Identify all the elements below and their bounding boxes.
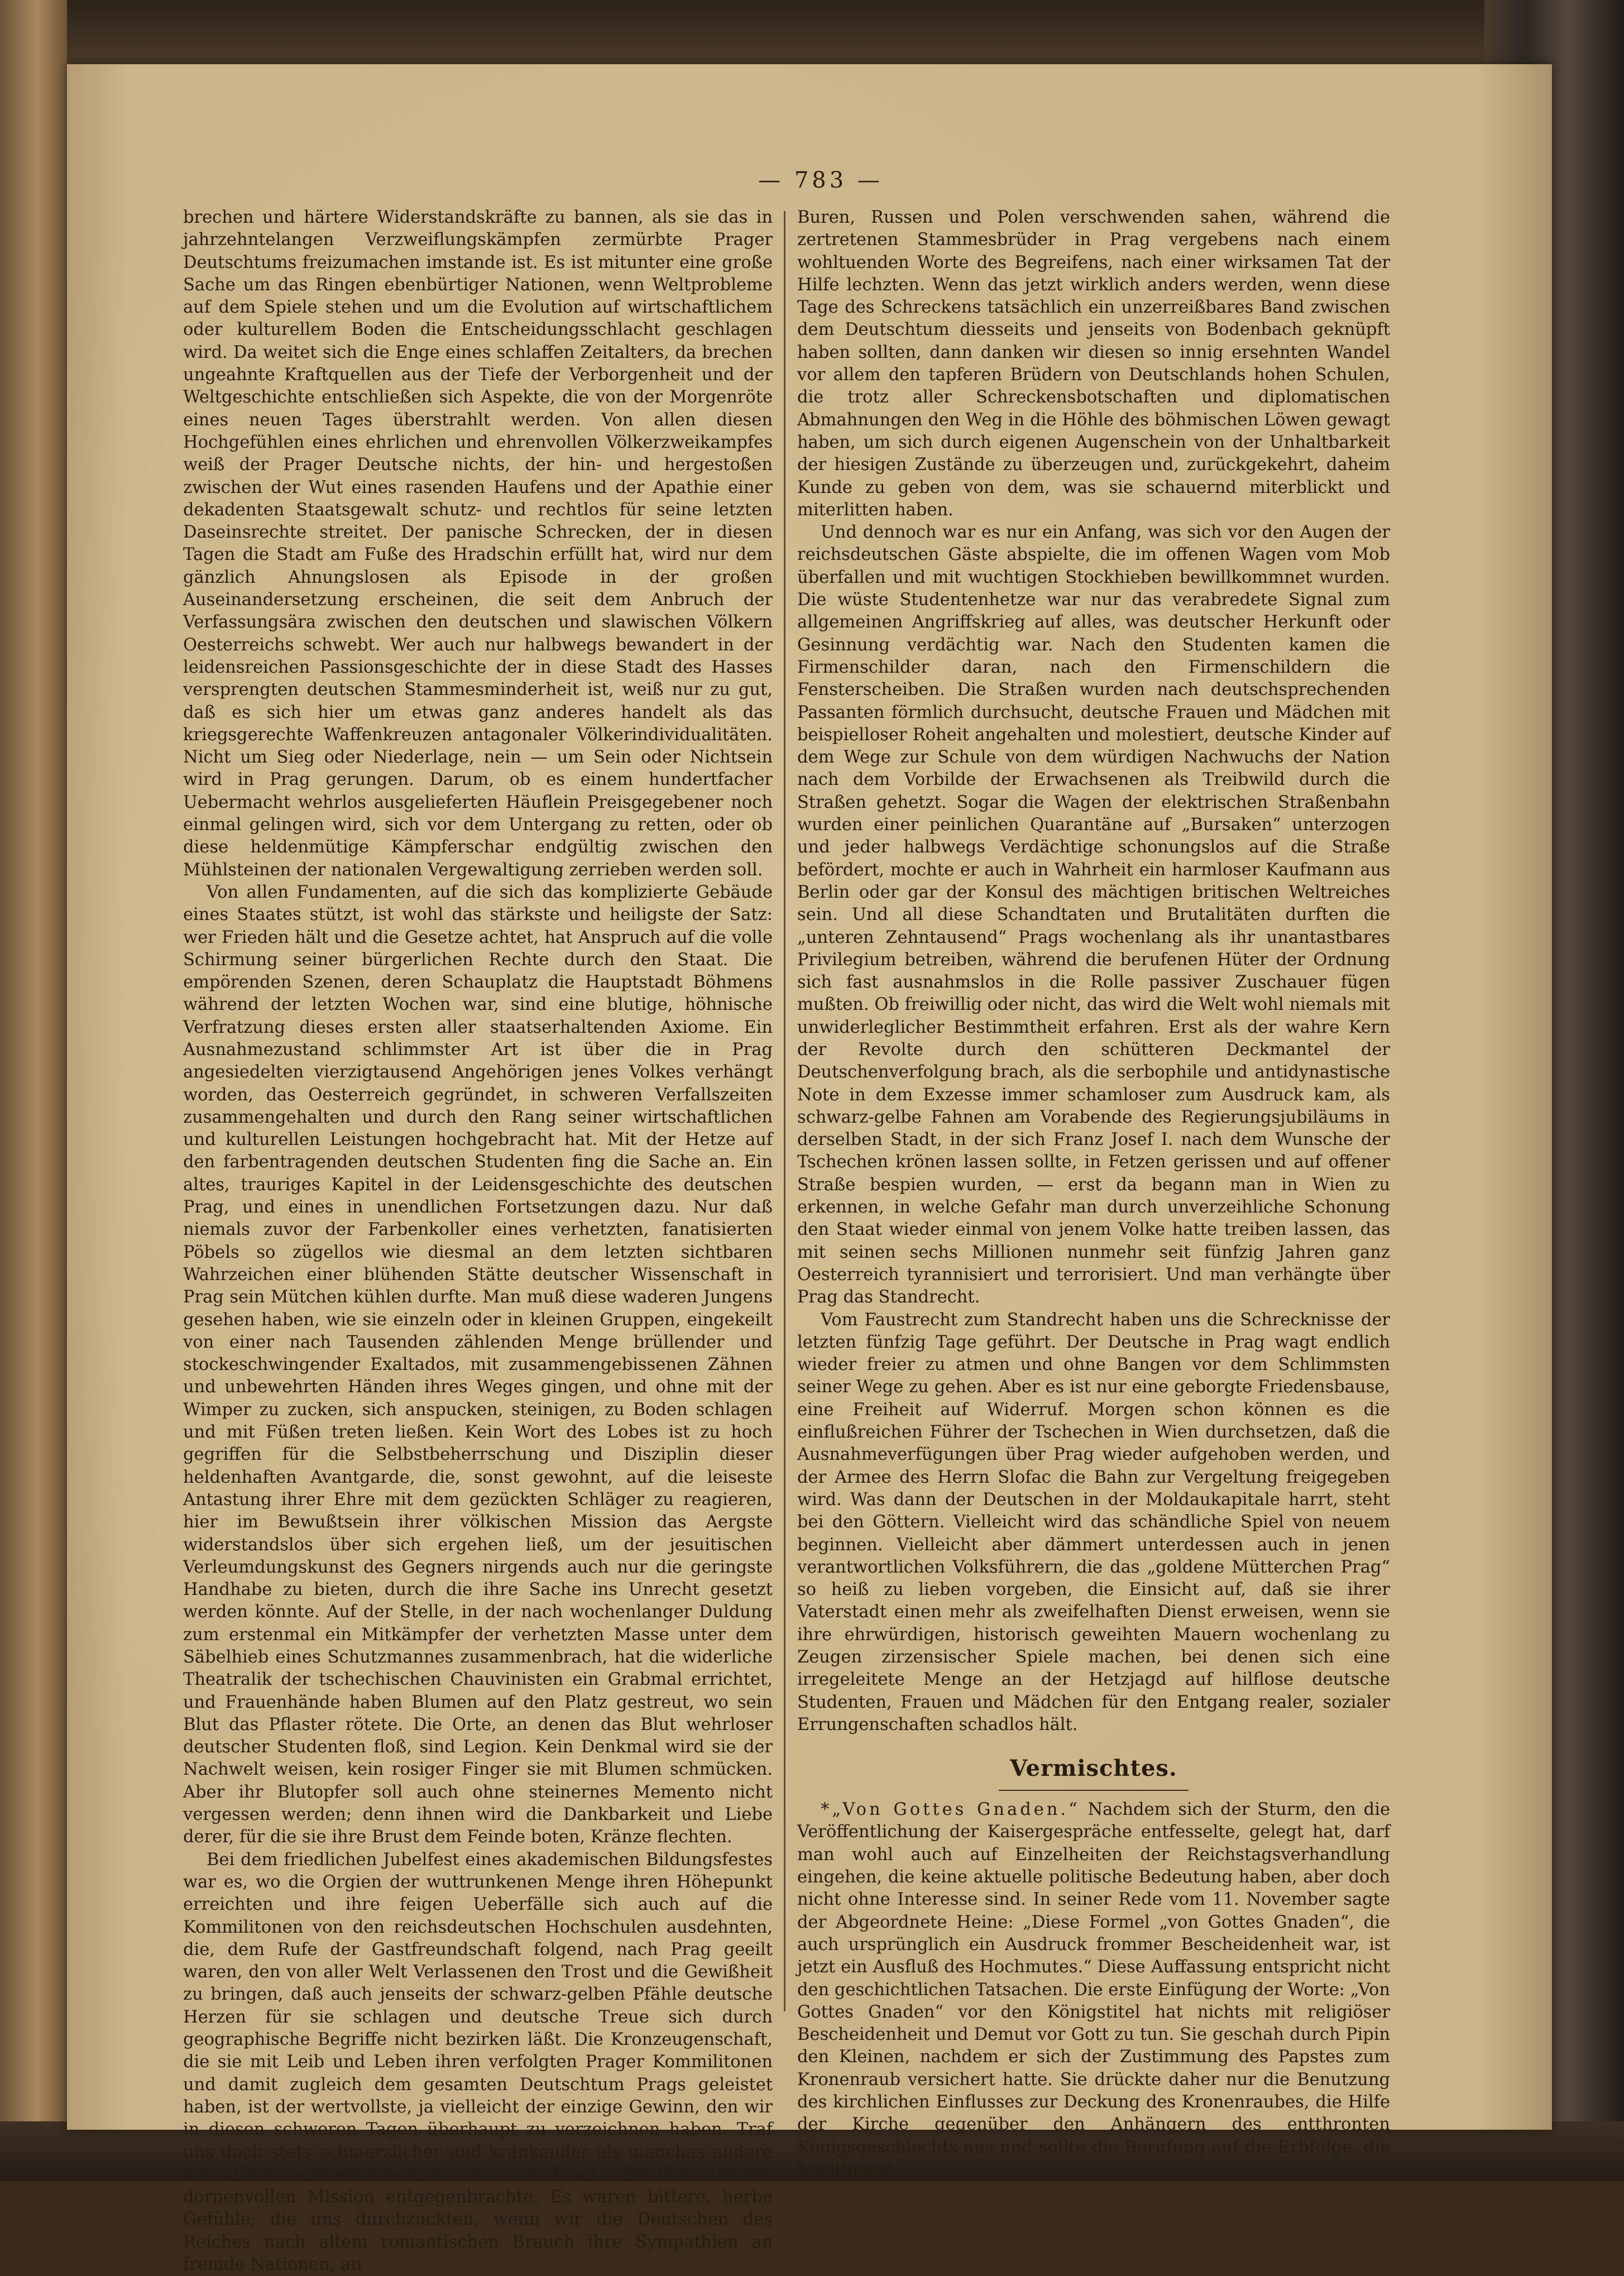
column-divider	[784, 211, 785, 2011]
article-body: Nachdem sich der Sturm, den die Veröffentlichung der Kaisergespräche entfesselte, gelegt hat, darf man wohl auch auf Einzelheiten der Reichstagsverhandlung eingehen, die keine aktuelle politische Bedeutung haben, aber doch nicht ohne Interesse sind. In seiner Rede vom 11. November sagte der Abgeordnete Heine: „Diese Formel „von Gottes Gnaden“, die auch ursprünglich ein Ausdruck frommer Bescheidenheit war, ist jetzt ein Ausfluß des Hochmutes.“ Diese Auffassung entspricht nicht den geschichtlichen Tatsachen. Die erste Einfügung der Worte: „Von Gottes Gnaden“ vor den Königstitel hat nichts mit religiöser Bescheidenheit und Demut vor Gott zu tun. Sie geschah durch Pipin den Kleinen, nachdem er sich der Zustimmung des Papstes zum Kronenraub versichert hatte. Sie drückte daher nur die Benutzung des kirchlichen Einflusses zur Deckung des Kronenraubes, die Hilfe der Kirche gegenüber den Anhängern des entthronten Königsgeschlechts aus und sollte die Berufung auf die Erbfolge, die Legitimität,	[797, 1800, 1390, 2179]
paragraph: Von allen Fundamenten, auf die sich das komplizierte Gebäude eines Staates stützt, ist wohl das stärkste und heiligste der Satz: wer Frieden hält und die Gesetze achtet, hat Anspruch auf die volle Schirmung seiner bürgerlichen Rechte durch den Staat. Die empörenden Szenen, deren Schauplatz die Hauptstadt Böhmens während der letzten Wochen war, sind eine blutige, höhnische Verfratzung dieses ersten aller staatserhaltenden Axiome. Ein Ausnahmezustand schlimmster Art ist über die in Prag angesiedelten vierzigtausend Angehörigen jenes Volkes verhängt worden, das Oesterreich gegründet, in schweren Verfallszeiten zusammengehalten und durch den Rang seiner wirtschaftlichen und kulturellen Leistungen hochgebracht hat. Mit der Hetze auf den farbentragenden deutschen Studenten fing die Sache an. Ein altes, trauriges Kapitel in der Leidensgeschichte des deutschen Prag, und eines in unendlichen Fortsetzungen dazu. Nur daß niemals zuvor der Farbenkoller eines verhetzten, fanatisierten Pöbels so zügellos wie diesmal an dem letzten sichtbaren Wahrzeichen einer blühenden Stätte deutscher Wissenschaft in Prag sein Mütchen kühlen durfte. Man muß diese waderen Jungens gesehen haben, wie sie einzeln oder in kleinen Gruppen, eingekeilt von einer nach Tausenden zählenden Menge brüllender und stockeschwingender Exaltados, mit zusammengebissenen Zähnen und unbewehrten Händen ihres Weges gingen, und ohne mit der Wimper zu zucken, sich anspucken, steinigen, zu Boden schlagen und mit Füßen treten ließen. Kein Wort des Lobes ist zu hoch gegriffen für die Selbstbeherrschung und Disziplin dieser heldenhaften Avantgarde, die, sonst gewohnt, auf die leiseste Antastung ihrer Ehre mit dem gezückten Schläger zu reagieren, hier im Bewußtsein ihrer völkischen Mission das Aergste widerstandslos über sich ergehen ließ, um der jesuitischen Verleumdungskunst des Gegners nirgends auch nur die geringste Handhabe zu bieten, durch die ihre Sache ins Unrecht gesetzt werden könnte. Auf der Stelle, in der nach wochenlanger Duldung zum erstenmal ein Mitkämpfer der verhetzten Masse unter dem Säbelhieb eines Schutzmannes zusammenbrach, hat die widerliche Theatralik der tschechischen Chauvinisten ein Grabmal errichtet, und Frauenhände haben Blumen auf den Platz gestreut, wo sein Blut das Pflaster rötete. Die Orte, an denen das Blut wehrloser deutscher Studenten floß, sind Legion. Kein Denkmal wird sie der Nachwelt weisen, kein rosiger Finger sie mit Blumen schmücken. Aber ihr Blutopfer soll auch ohne steinernes Memento nicht vergessen werden; denn ihnen wird die Dankbarkeit und Liebe derer, für die sie ihre Brust dem Feinde boten, Kränze flechten.	[183, 882, 773, 1847]
paragraph: Bei dem friedlichen Jubelfest eines akademischen Bildungsfestes war es, wo die Orgien der wuttrunkenen Menge ihren Höhepunkt erreichten und ihre feigen Ueberfälle sich auch auf die Kommilitonen von den reichsdeutschen Hochschulen ausdehnten, die, dem Rufe der Gastfreundschaft folgend, nach Prag geeilt waren, den von aller Welt Verlassenen den Trost und die Gewißheit zu bringen, daß auch jenseits der schwarz-gelben Pfähle deutsche Herzen für sie schlagen und deutsche Treue sich durch geographische Begriffe nicht bezirken läßt. Die Kronzeugenschaft, die sie mit Leib und Leben ihren verfolgten Prager Kommilitonen und damit zugleich dem gesamten Deutschtum Prags geleistet haben, ist der wertvollste, ja vielleicht der einzige Gewinn, den wir in diesen schweren Tagen überhaupt zu verzeichnen haben. Traf uns doch stets schmerzlicher und kränkender als manches andere das kühle Nichtverstehen, das man im Reiche draußen unserer dornenvollen Mission entgegenbrachte. Es waren bittere, herbe Gefühle, die uns durchzuckten, wenn wir die Deutschen des Reiches nach altem romantischen Brauch ihre Sympathien an fremde Nationen, an	[183, 1849, 773, 2275]
right-column	[797, 207, 1390, 2179]
paragraph: Vom Faustrecht zum Standrecht haben uns die Schrecknisse der letzten fünfzig Tage geführt. Der Deutsche in Prag wagt endlich wieder freier zu atmen und ohne Bangen vor dem Schlimmsten seiner Wege zu gehen. Aber es ist nur eine geborgte Friedensbause, eine Freiheit auf Widerruf. Morgen schon können es die einflußreichen Führer der Tschechen in Wien durchsetzen, daß die Ausnahmeverfügungen über Prag wieder aufgehoben werden, und der Armee des Herrn Slofac die Bahn zur Vergeltung freigegeben wird. Was dann der Deutschen in der Moldaukapitale harrt, steht bei den Göttern. Vielleicht wird das schändliche Spiel von neuem beginnen. Vielleicht aber dämmert unterdessen auch in jenen verantwortlichen Volksführern, die das „goldene Mütterchen Prag“ so heiß zu lieben vorgeben, die Einsicht auf, daß sie ihrer Vaterstadt einen mehr als zweifelhaften Dienst erweisen, wenn sie ihre ehrwürdigen, historisch geweihten Mauern wochenlang zu Zeugen zirzensischer Spiele machen, bei denen sich eine irregeleitete Menge an der Hetzjagd auf hilflose deutsche Studenten, Frauen und Mädchen für den Entgang realer, sozialer Errungenschaften schadlos hält.	[797, 1310, 1390, 1734]
article-lead: *„Von Gottes Gnaden.“	[821, 1800, 1080, 1820]
book-binding-left	[0, 0, 67, 2181]
article-paragraph	[797, 1799, 1390, 2181]
paragraph: brechen und härtere Widerstandskräfte zu bannen, als sie das in jahrzehntelangen Verzweiflungskämpfen zermürbte Prager Deutschtums freizumachen imstande ist. Es ist mitunter eine große Sache um das Ringen ebenbürtiger Nationen, wenn Weltprobleme auf dem Spiele stehen und um die Evolution auf wirtschaftlichem oder kulturellem Boden die Entscheidungsschlacht geschlagen wird. Da weitet sich die Enge eines schlaffen Zeitalters, da brechen ungeahnte Kraftquellen aus der Tiefe der Verborgenheit und der Weltgeschichte entschließen sich Aspekte, die von der Morgenröte eines neuen Tages überstrahlt werden. Von allen diesen Hochgefühlen eines ehrlichen und ehrenvollen Völkerzweikampfes weiß der Prager Deutsche nichts, der hin- und hergestoßen zwischen der Wut eines rasenden Haufens und der Apathie einer dekadenten Staatsgewalt schutz- und rechtlos für seine letzten Daseinsrechte streitet. Der panische Schrecken, der in diesen Tagen die Stadt am Fuße des Hradschin erfüllt hat, wird nur dem gänzlich Ahnungslosen als Episode in der großen Auseinandersetzung erscheinen, die seit dem Anbruch der Verfassungsära zwischen den deutschen und slawischen Völkern Oesterreichs schwebt. Wer auch nur halbwegs bewandert in der leidensreichen Passionsgeschichte der in diese Stadt des Hasses versprengten deutschen Stammesminderheit ist, weiß nur zu gut, daß es sich hier um etwas ganz anderes handelt als das kriegsgerechte Waffenkreuzen antagonaler Völkerindividualitäten. Nicht um Sieg oder Niederlage, nein — um Sein oder Nichtsein wird in Prag gerungen. Darum, ob es einem hundertfacher Uebermacht wehrlos ausgelieferten Häuflein Preisgegebener noch einmal gelingen wird, sich vor dem Untergang zu retten, oder ob diese heldenmütige Kämpferschar endgültig zwischen den Mühlsteinen der nationalen Vergewaltigung zerrieben werden soll.	[183, 208, 773, 880]
page-number: — 783 —	[758, 167, 883, 193]
book-binding-top	[0, 0, 1624, 67]
paragraph: Und dennoch war es nur ein Anfang, was sich vor den Augen der reichsdeutschen Gäste abspielte, die im offenen Wagen vom Mob überfallen und mit wuchtigen Stockhieben bewillkommnet wurden. Die wüste Studentenhetze war nur das verabredete Signal zum allgemeinen Angriffskrieg auf alles, was deutscher Herkunft oder Gesinnung verdächtig war. Nach den Studenten kamen die Firmenschilder daran, nach den Firmenschildern die Fensterscheiben. Die Straßen wurden nach deutschsprechenden Passanten förmlich durchsucht, deutsche Frauen und Mädchen mit beispielloser Roheit angehalten und molestiert, deutsche Kinder auf dem Wege zur Schule von dem würdigen Nachwuchs der Nation nach dem Vorbilde der Erwachsenen als Treibwild durch die Straßen gehetzt. Sogar die Wagen der elektrischen Straßenbahn wurden einer peinlichen Quarantäne auf „Bursaken“ unterzogen und jeder halbwegs Verdächtige schonungslos auf die Straße befördert, mochte er auch in Wahrheit ein harmloser Kaufmann aus Berlin oder gar der Konsul des mächtigen britischen Weltreiches sein. Und all diese Schandtaten und Brutalitäten durften die „unteren Zehntausend“ Prags wochenlang als ihr unantastbares Privilegium betreiben, während die berufenen Hüter der Ordnung sich fast ausnahmslos in die Rolle passiver Zuschauer fügen mußten. Ob freiwillig oder nicht, das wird die Welt wohl niemals mit unwiderleglicher Bestimmtheit erfahren. Erst als der wahre Kern der Revolte durch den schütteren Deckmantel der Deutschenverfolgung brach, als die serbophile und antidynastische Note in dem Exzesse immer schamloser zum Ausdruck kam, als schwarz-gelbe Fahnen am Vorabende des Regierungsjubiläums in derselben Stadt, in der sich Franz Josef I. nach dem Wunsche der Tschechen krönen lassen sollte, in Fetzen gerissen und auf offener Straße bespien wurden, — erst da begann man in Wien zu erkennen, in welche Gefahr man durch unverzeihliche Schonung den Staat wieder einmal von jenem Volke hatte treiben lassen, das mit seinen sechs Millionen nunmehr seit fünfzig Jahren ganz Oesterreich tyrannisiert und terrorisiert. Und man verhängte über Prag das Standrecht.	[797, 523, 1390, 1307]
paragraph: Buren, Russen und Polen verschwenden sahen, während die zertretenen Stammesbrüder in Prag vergebens nach einem wohltuenden Worte des Begreifens, nach einer wirksamen Tat der Hilfe lechzten. Wenn das jetzt wirklich anders werden, wenn diese Tage des Schreckens tatsächlich ein unzerreißbares Band zwischen dem Deutschtum diesseits und jenseits von Bodenbach geknüpft haben sollten, dann danken wir diesen so innig ersehnten Wandel vor allem den tapferen Brüdern von Deutschlands hohen Schulen, die trotz aller Schreckensbotschaften und diplomatischen Abmahnungen den Weg in die Höhle des böhmischen Löwen gewagt haben, um sich durch eigenen Augenschein von der Unhaltbarkeit der hiesigen Zustände zu überzeugen und, zurückgekehrt, daheim Kunde zu geben von dem, was sie schauernd miterblickt und miterlitten haben.	[797, 208, 1390, 520]
section-heading: Vermischtes.	[1010, 1755, 1177, 1782]
heading-rule	[999, 1790, 1189, 1791]
left-column	[183, 207, 773, 2275]
